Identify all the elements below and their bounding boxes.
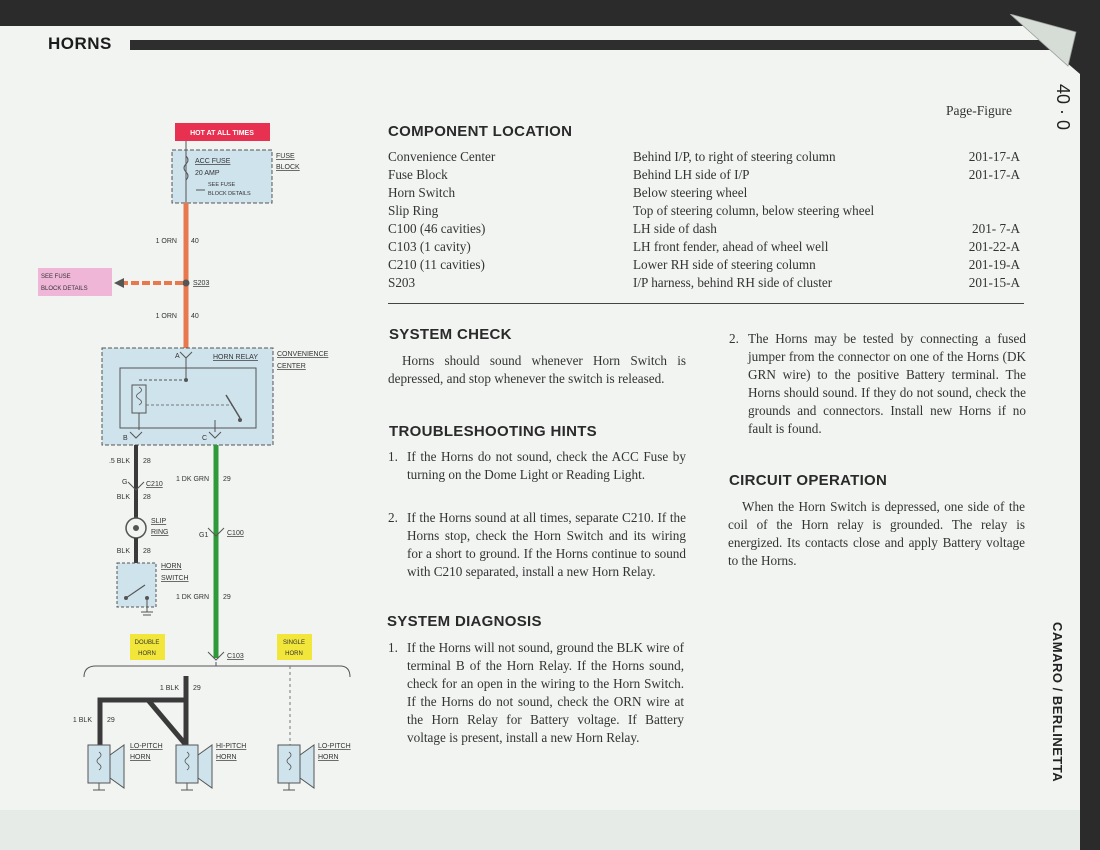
wire-1blk-b-num: 29 <box>107 717 115 724</box>
see-fuse-label-2: SEE FUSE <box>41 274 71 280</box>
component-page: 201-22-A <box>968 239 1020 254</box>
component-location: Behind I/P, to right of steering column <box>633 149 836 164</box>
conn-g-label: G <box>122 479 128 486</box>
component-location: Lower RH side of steering column <box>633 257 816 272</box>
wire-5blk: .5 BLK <box>108 458 130 465</box>
component-name: S203 <box>388 275 416 290</box>
component-name: Slip Ring <box>388 203 439 218</box>
component-location-title: COMPONENT LOCATION <box>388 123 573 140</box>
wire-orn-lower: 1 ORN <box>155 313 177 320</box>
component-name: C103 (1 cavity) <box>388 239 471 254</box>
double-label-1: DOUBLE <box>134 640 160 646</box>
wire-blk-b: BLK <box>116 548 130 555</box>
wire-orn-upper-num: 40 <box>191 238 199 245</box>
wire-blk-a-num: 28 <box>143 494 151 501</box>
wire-1blk-a: 1 BLK <box>159 685 179 692</box>
table-row <box>388 184 1020 202</box>
wire-1blk-a-num: 29 <box>193 685 201 692</box>
wire-blk-b-num: 28 <box>143 548 151 555</box>
single-label-2: HORN <box>285 651 303 657</box>
check-item-2-num: 2. <box>729 331 739 346</box>
wire-orn-upper: 1 ORN <box>155 238 177 245</box>
component-page <box>960 184 1020 202</box>
wire-dkgrn-a: 1 DK GRN <box>175 476 209 483</box>
conn-c210-label: C210 <box>146 481 163 488</box>
horn-switch-label-2: SWITCH <box>161 575 189 582</box>
double-label-2: HORN <box>138 651 156 657</box>
splice-dot <box>183 280 190 287</box>
conn-c100-label: C100 <box>227 530 244 537</box>
fuse-label: FUSE <box>276 153 295 160</box>
component-location: Top of steering column, below steering wheel <box>633 203 875 218</box>
acc-fuse-label: ACC FUSE <box>195 158 231 165</box>
trouble-item-1: If the Horns do not sound, check the ACC Fuse by turning on the Dome Light or Reading Light. <box>407 449 686 482</box>
component-name: Horn Switch <box>388 185 456 200</box>
section-title: HORNS <box>48 34 112 53</box>
hi-pitch-horn-icon <box>176 745 212 790</box>
wire-dkgrn-a-num: 29 <box>223 476 231 483</box>
wire-dkgrn-b: 1 DK GRN <box>175 594 209 601</box>
system-check-title: SYSTEM CHECK <box>389 326 512 343</box>
system-diagnosis-title: SYSTEM DIAGNOSIS <box>387 613 542 630</box>
component-page: 201-17-A <box>968 167 1020 182</box>
table-row <box>388 166 1020 184</box>
wire-dkgrn-b-num: 29 <box>223 594 231 601</box>
component-location: LH front fender, ahead of wheel well <box>633 239 829 254</box>
component-page: 201-17-A <box>968 149 1020 164</box>
conn-g1-label: G1 <box>199 532 209 539</box>
term-b-label: B <box>123 435 128 442</box>
trouble-item-1-num: 1. <box>388 449 398 464</box>
hi-pitch-label: HI-PITCH <box>216 743 247 750</box>
lo-pitch-horn-2-icon <box>278 745 314 790</box>
conn-c103-label: C103 <box>227 653 244 660</box>
component-page <box>960 202 1020 220</box>
wire-orn-lower-num: 40 <box>191 313 199 320</box>
system-check-text: Horns should sound whenever Horn Switch is depressed, and stop whenever the switch is released. <box>388 353 686 386</box>
lo-pitch-label-1: LO-PITCH <box>130 743 163 750</box>
component-location: Behind LH side of I/P <box>633 167 750 182</box>
table-row <box>388 274 1020 292</box>
horn-relay-label: HORN RELAY <box>213 354 258 361</box>
convenience-center-box <box>102 348 273 445</box>
table-row <box>388 256 1020 274</box>
page-figure-label: Page-Figure <box>946 103 1012 118</box>
splice-label: S203 <box>193 280 210 287</box>
trouble-item-2: If the Horns sound at all times, separate C210. If the Horns stop, check the Horn Switch and its wiring for a short to ground. If the Horns continue to sound with C210 separated, install a new Horn Relay. <box>407 510 686 579</box>
amp-label: 20 AMP <box>195 170 220 177</box>
table-row <box>388 220 1020 238</box>
block-details-label-1: BLOCK DETAILS <box>208 191 251 197</box>
component-page: 201-15-A <box>968 275 1020 290</box>
circuit-operation-text: When the Horn Switch is depressed, one side of the coil of the Horn relay is grounded. The relay is energized. Its contacts close and apply Battery voltage to the Horns. <box>728 499 1025 568</box>
troubleshooting-title: TROUBLESHOOTING HINTS <box>389 423 597 440</box>
component-name: Fuse Block <box>388 167 448 182</box>
component-name: C210 (11 cavities) <box>388 257 485 272</box>
lo-pitch-label-2: LO-PITCH <box>318 743 351 750</box>
horn-label-3: HORN <box>318 754 339 761</box>
term-c-label: C <box>202 435 208 442</box>
component-page: 201-19-A <box>968 257 1020 272</box>
component-page: 201- 7-A <box>972 221 1020 236</box>
option-bracket <box>84 666 350 677</box>
component-location: Below steering wheel <box>633 185 748 200</box>
component-table <box>388 148 1020 292</box>
block-label: BLOCK <box>276 164 300 171</box>
model-label: CAMARO / BERLINETTA <box>1050 622 1065 783</box>
horn-switch-box <box>117 563 156 607</box>
circuit-operation-title: CIRCUIT OPERATION <box>729 472 888 489</box>
wire-1blk-b: 1 BLK <box>72 717 92 724</box>
slip-label: SLIP <box>151 518 167 525</box>
component-location: LH side of dash <box>633 221 717 236</box>
block-details-label-2: BLOCK DETAILS <box>41 286 88 292</box>
section-divider <box>388 303 1024 304</box>
trouble-item-2-num: 2. <box>388 510 398 525</box>
diagnosis-item-1-num: 1. <box>388 640 398 655</box>
table-row <box>388 148 1020 166</box>
term-a-label: A <box>175 353 180 360</box>
horn-switch-label-1: HORN <box>161 563 182 570</box>
hot-label: HOT AT ALL TIMES <box>190 130 254 137</box>
wire-blk-a: BLK <box>116 494 130 501</box>
convenience-label: CONVENIENCE <box>277 351 329 358</box>
single-label-1: SINGLE <box>282 640 306 646</box>
check-item-2: The Horns may be tested by connecting a fused jumper from the connector on one of the Horns (DK GRN wire) to the positive Battery terminal. The Horns should sound. If they do not sound, check the grounds and connectors. Install new Horns if no fault is found. <box>748 331 1026 436</box>
center-label: CENTER <box>277 363 306 370</box>
page-number: 40 · 0 <box>1053 84 1073 131</box>
lo-pitch-horn-1-icon <box>88 745 124 790</box>
component-name: C100 (46 cavities) <box>388 221 486 236</box>
diagnosis-item-1: If the Horns will not sound, ground the BLK wire of terminal B of the Horn Relay. If the Horns sound, check for an open in the wiring to the Horn Switch. If the Horns do not sound, check the ORN wire at the Horn Relay for Battery voltage. If Battery voltage is present, install a new Horn Relay. <box>407 640 684 745</box>
wire-5blk-num: 28 <box>143 458 151 465</box>
see-fuse-label-1: SEE FUSE <box>208 182 236 188</box>
table-row <box>388 238 1020 256</box>
table-row <box>388 202 1020 220</box>
ring-label: RING <box>151 529 169 536</box>
branch-arrow-icon <box>114 278 124 288</box>
component-location: I/P harness, behind RH side of cluster <box>633 275 833 290</box>
component-name: Convenience Center <box>388 149 496 164</box>
horn-label-1: HORN <box>130 754 151 761</box>
horn-label-2: HORN <box>216 754 237 761</box>
